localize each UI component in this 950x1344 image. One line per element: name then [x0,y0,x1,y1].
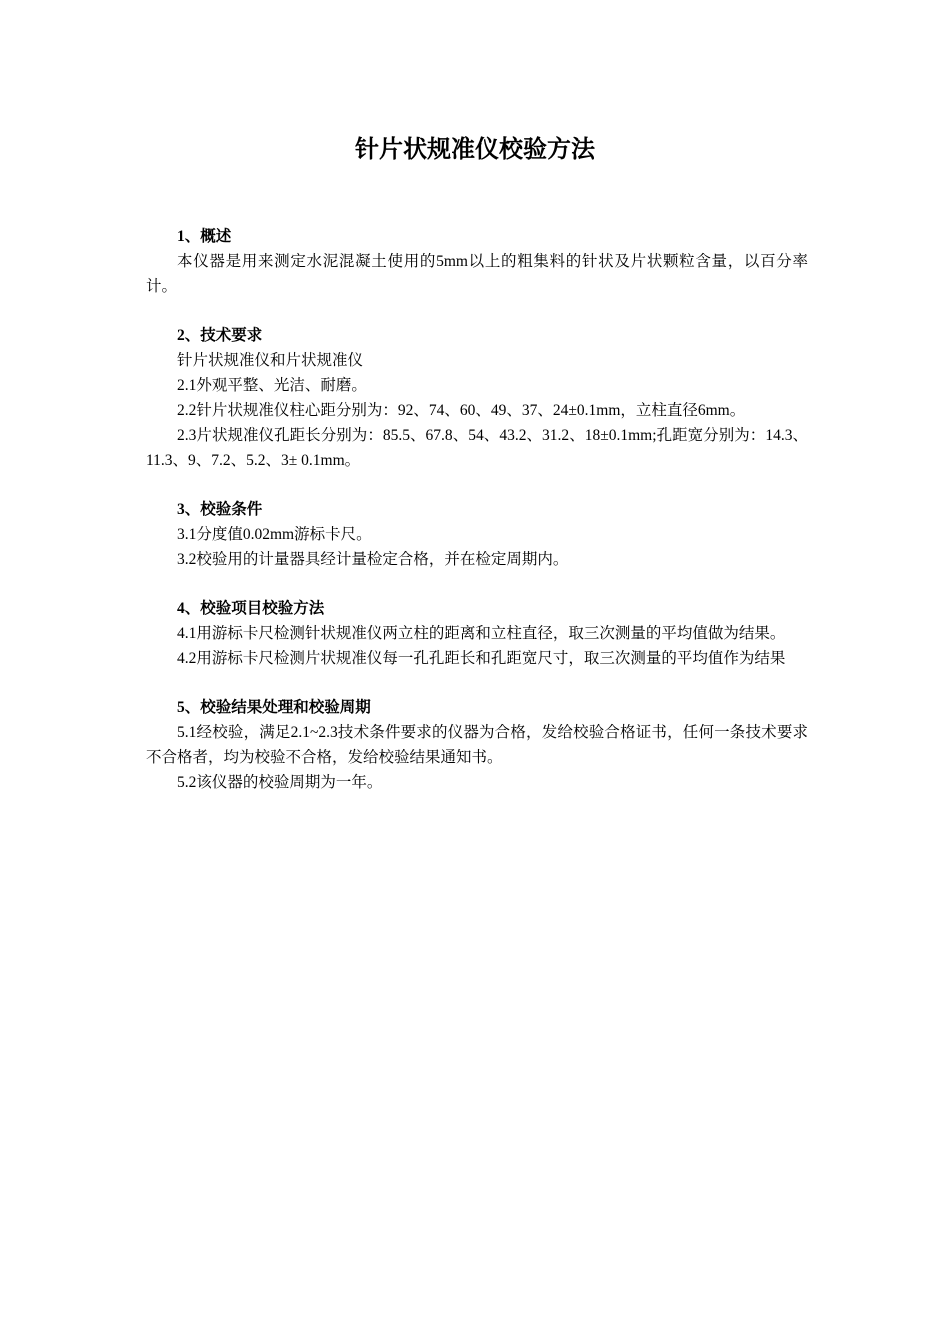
paragraph: 本仪器是用来测定水泥混凝土使用的5mm以上的粗集料的针状及片状颗粒含量，以百分率计。 [146,253,808,295]
paragraph: 3.2校验用的计量器具经计量检定合格，并在检定周期内。 [177,551,569,568]
paragraph: 4.1用游标卡尺检测针状规准仪两立柱的距离和立柱直径，取三次测量的平均值做为结果。 [177,625,786,642]
document-title: 针片状规准仪校验方法 [355,137,595,163]
paragraph: 2.3片状规准仪孔距长分别为：85.5、67.8、54、43.2、31.2、18±0.1mm;孔距宽分别为：14.3、11.3、9、7.2、5.2、3± 0.1mm。 [146,427,808,469]
section-calibration-conditions [146,497,808,572]
section-heading: 4、校验项目校验方法 [177,600,325,617]
paragraph: 4.2用游标卡尺检测片状规准仪每一孔孔距长和孔距宽尺寸，取三次测量的平均值作为结果 [177,650,786,667]
document-body [146,224,808,819]
section-overview [146,224,808,299]
paragraph: 2.2针片状规准仪柱心距分别为：92、74、60、49、37、24±0.1mm，立柱直径6mm。 [177,402,746,419]
paragraph: 5.2该仪器的校验周期为一年。 [177,774,383,791]
section-calibration-methods [146,596,808,671]
section-results-and-period [146,695,808,795]
section-heading: 3、校验条件 [177,501,263,518]
paragraph: 2.1外观平整、光洁、耐磨。 [177,377,367,394]
paragraph: 5.1经校验，满足2.1~2.3技术条件要求的仪器为合格，发给校验合格证书，任何一条技术要求不合格者，均为校验不合格，发给校验结果通知书。 [146,724,808,766]
paragraph: 针片状规准仪和片状规准仪 [177,352,364,369]
section-heading: 5、校验结果处理和校验周期 [177,699,371,716]
section-technical-requirements [146,323,808,473]
section-heading: 1、概述 [177,228,232,245]
paragraph: 3.1分度值0.02mm游标卡尺。 [177,526,372,543]
section-heading: 2、技术要求 [177,327,263,344]
